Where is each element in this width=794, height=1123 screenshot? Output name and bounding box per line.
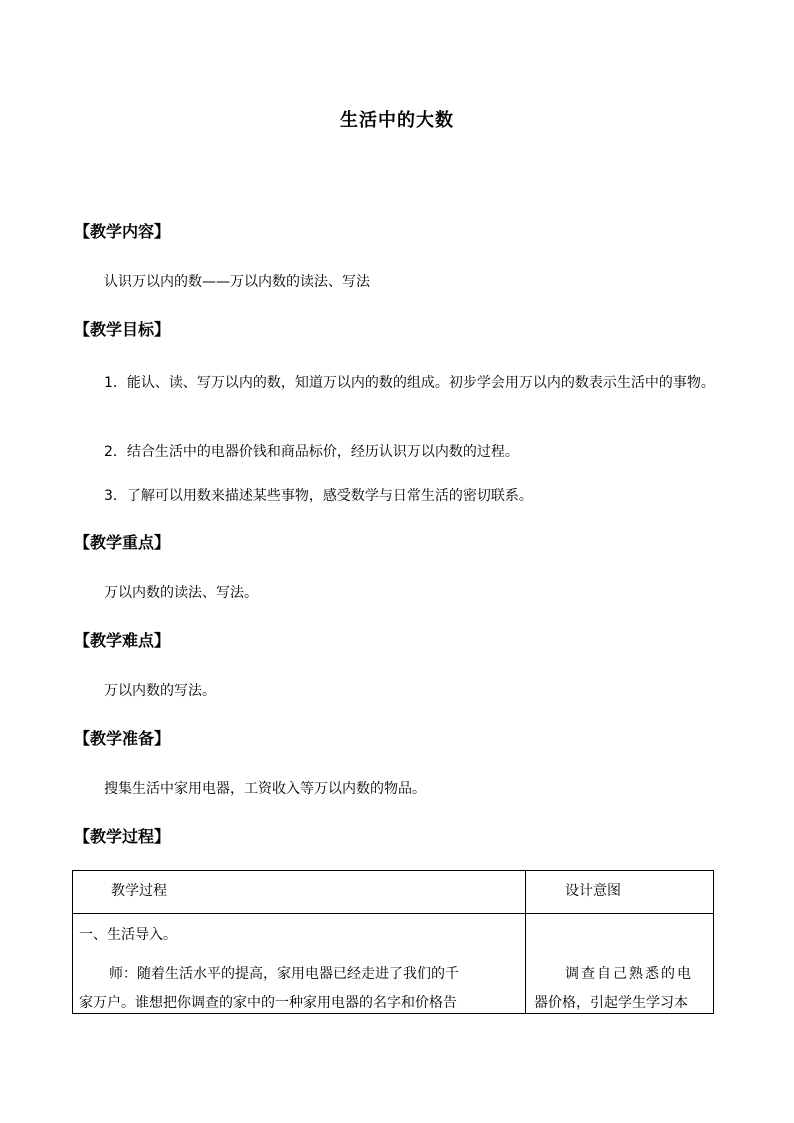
- section-heading-preparation: 【教学准备】: [74, 729, 171, 748]
- section-heading-process: 【教学过程】: [74, 827, 171, 846]
- objective-3: 3．了解可以用数来描述某些事物，感受数学与日常生活的密切联系。: [104, 488, 533, 504]
- section-heading-content: 【教学内容】: [74, 222, 171, 241]
- section-heading-objectives: 【教学目标】: [74, 320, 171, 339]
- objective-1: 1．能认、读、写万以内的数，知道万以内的数的组成。初步学会用万以内的数表示生活中的事物。: [104, 375, 715, 391]
- content-paragraph: 认识万以内的数——万以内数的读法、写法: [104, 274, 370, 290]
- process-table: [72, 870, 714, 1014]
- preparation-paragraph: 搜集生活中家用电器，工资收入等万以内数的物品。: [104, 781, 426, 797]
- table-header-process: 教学过程: [111, 883, 167, 899]
- key-points-paragraph: 万以内数的读法、写法。: [104, 585, 258, 601]
- table-cell-line: 师：随着生活水平的提高，家用电器已经走进了我们的千: [109, 966, 459, 982]
- objective-2: 2．结合生活中的电器价钱和商品标价，经历认识万以内数的过程。: [104, 444, 519, 460]
- document-title: 生活中的大数: [340, 110, 454, 131]
- table-header-divider: [73, 913, 713, 914]
- section-heading-key-points: 【教学重点】: [74, 533, 171, 552]
- section-heading-difficulties: 【教学难点】: [74, 631, 171, 650]
- table-column-divider: [525, 871, 526, 1013]
- table-cell-line: 家万户。谁想把你调查的家中的一种家用电器的名字和价格告: [79, 995, 457, 1011]
- table-cell-line: 器价格，引起学生学习本: [534, 995, 688, 1011]
- table-header-intent: 设计意图: [565, 883, 621, 899]
- table-cell-line: 调查自己熟悉的电: [565, 966, 693, 982]
- difficulties-paragraph: 万以内数的写法。: [104, 683, 216, 699]
- table-cell-line: 一、生活导入。: [79, 927, 177, 943]
